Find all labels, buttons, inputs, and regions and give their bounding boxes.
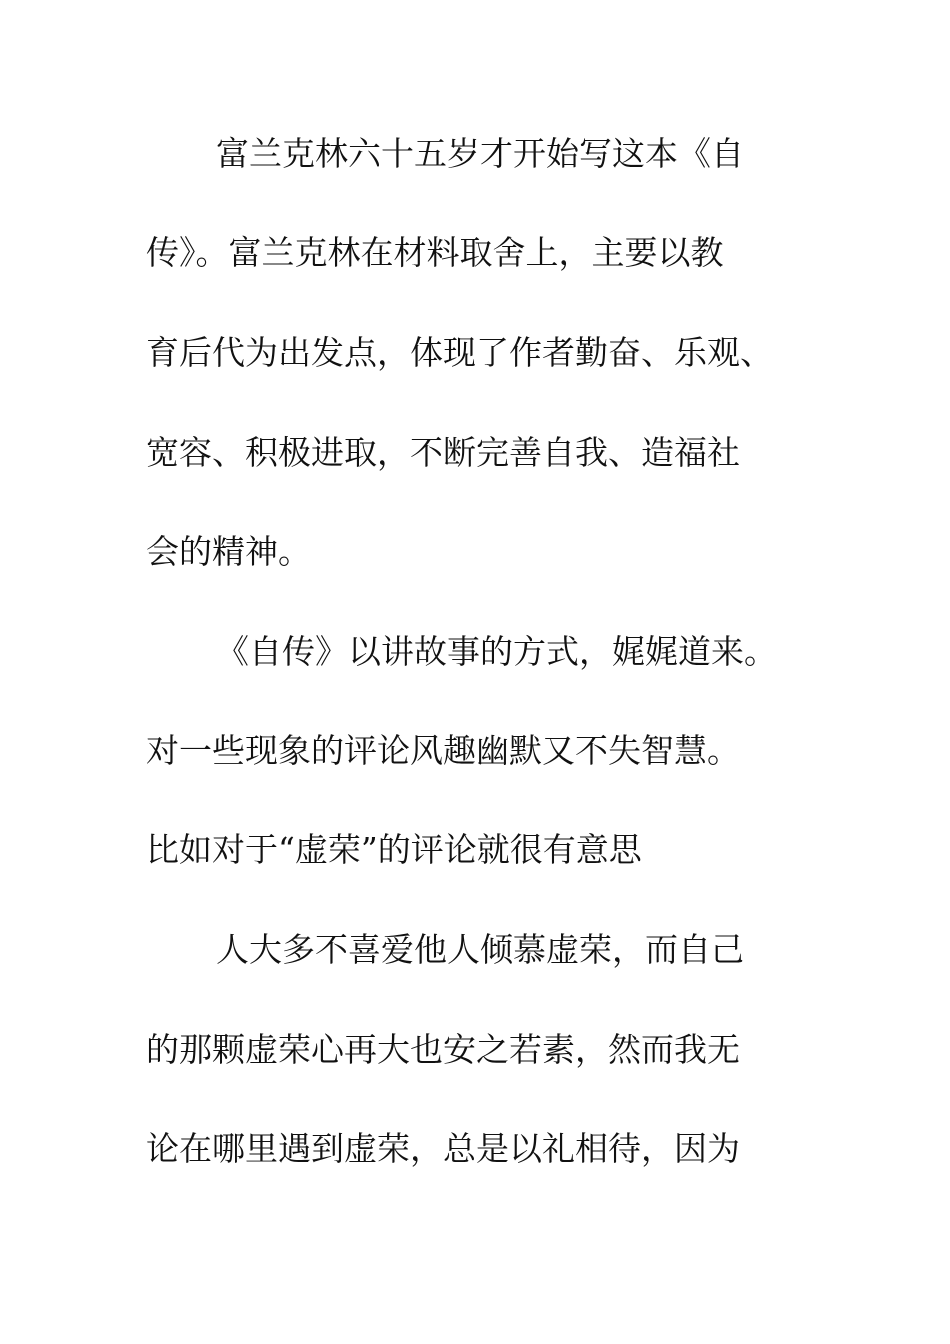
paragraph-2-line-2: 对一些现象的评论风趣幽默又不失智慧。 (146, 731, 740, 770)
paragraph-1-line-5: 会的精神。 (146, 532, 311, 571)
paragraph-1-line-1: 富兰克林六十五岁才开始写这本《自 (216, 134, 744, 173)
paragraph-1-line-4: 宽容、积极进取，不断完善自我、造福社 (146, 433, 740, 472)
paragraph-2-line-1: 《自传》以讲故事的方式，娓娓道来。 (216, 632, 777, 671)
paragraph-3-line-3: 论在哪里遇到虚荣，总是以礼相待，因为 (146, 1129, 740, 1168)
paragraph-1-line-3: 育后代为出发点，体现了作者勤奋、乐观、 (146, 333, 773, 372)
paragraph-1-line-2: 传》。富兰克林在材料取舍上，主要以教 (146, 233, 724, 272)
paragraph-3-line-1: 人大多不喜爱他人倾慕虚荣，而自己 (216, 930, 744, 969)
paragraph-3-line-2: 的那颗虚荣心再大也安之若素，然而我无 (146, 1030, 740, 1069)
paragraph-2-line-3: 比如对于“虚荣”的评论就很有意思 (146, 830, 642, 869)
